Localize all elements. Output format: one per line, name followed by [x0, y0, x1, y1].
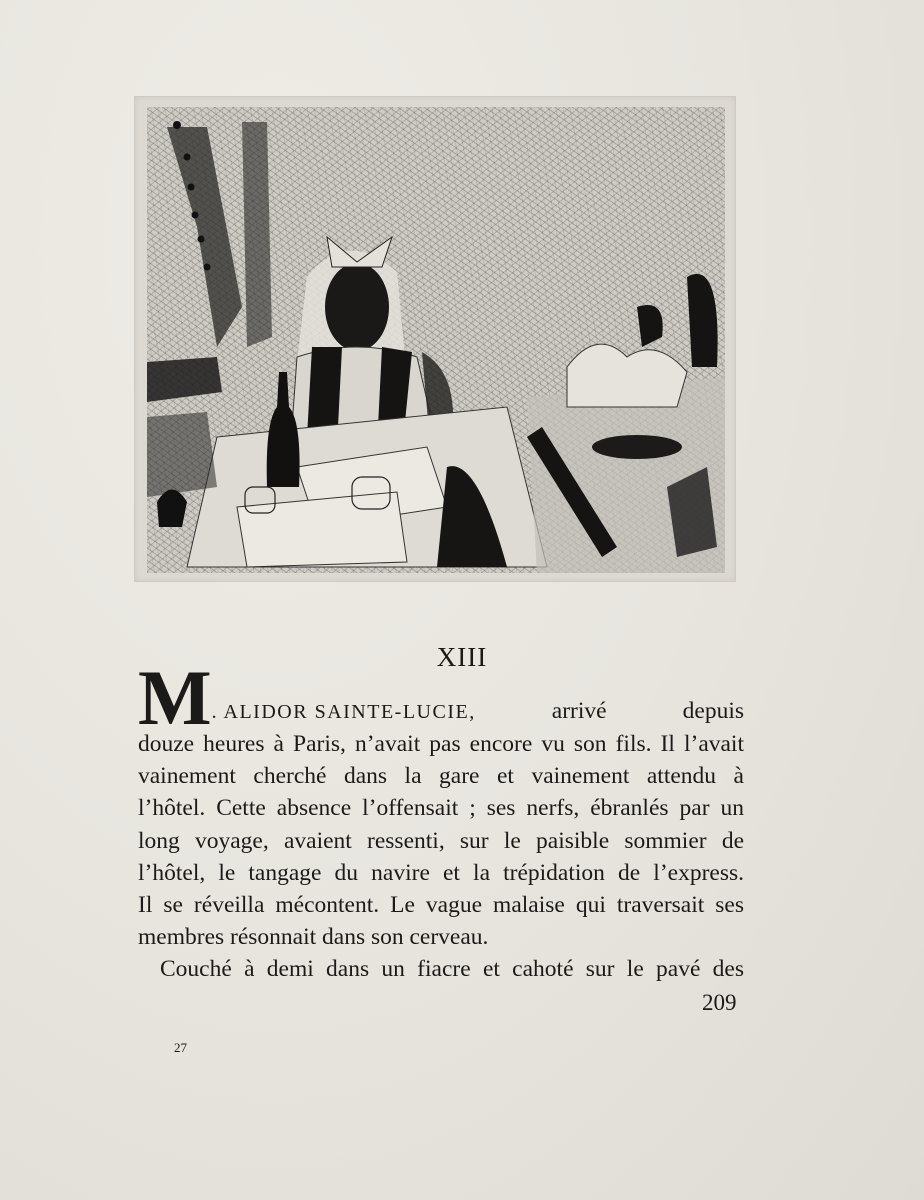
drop-cap: M	[138, 654, 210, 741]
text-line: douze heures à Paris, n’avait pas encore vu son fils. Il l’avait	[138, 731, 744, 757]
opening-word: arrivé	[551, 698, 607, 724]
etching-plate	[134, 96, 736, 582]
text-line: l’hôtel. Cette absence l’offensait ; ses nerfs, ébranlés par un	[138, 795, 744, 822]
signature-mark: 27	[174, 1040, 187, 1055]
text-line: l’hôtel, le tangage du navire et la trépidation de l’express.	[138, 859, 744, 886]
character-name: . ALIDOR SAINTE-LUCIE,	[211, 701, 476, 723]
chapter-heading: XIII	[436, 642, 488, 672]
page-number: 209	[702, 990, 737, 1015]
opening-line-text	[212, 695, 744, 728]
etching-illustration	[147, 107, 725, 573]
illustration-drawing	[147, 107, 725, 573]
text-line: vainement cherché dans la gare et vainement attendu à	[138, 763, 744, 790]
text-line: long voyage, avaient ressenti, sur le paisible sommier de	[138, 827, 744, 854]
paragraph-start-line: Couché à demi dans un fiacre et cahoté sur le pavé des	[160, 956, 744, 983]
text-line: Il se réveilla mécontent. Le vague malaise qui traversait ses	[138, 891, 744, 918]
text-line: membres résonnait dans son cerveau.	[138, 924, 489, 951]
opening-word: depuis	[682, 698, 744, 724]
